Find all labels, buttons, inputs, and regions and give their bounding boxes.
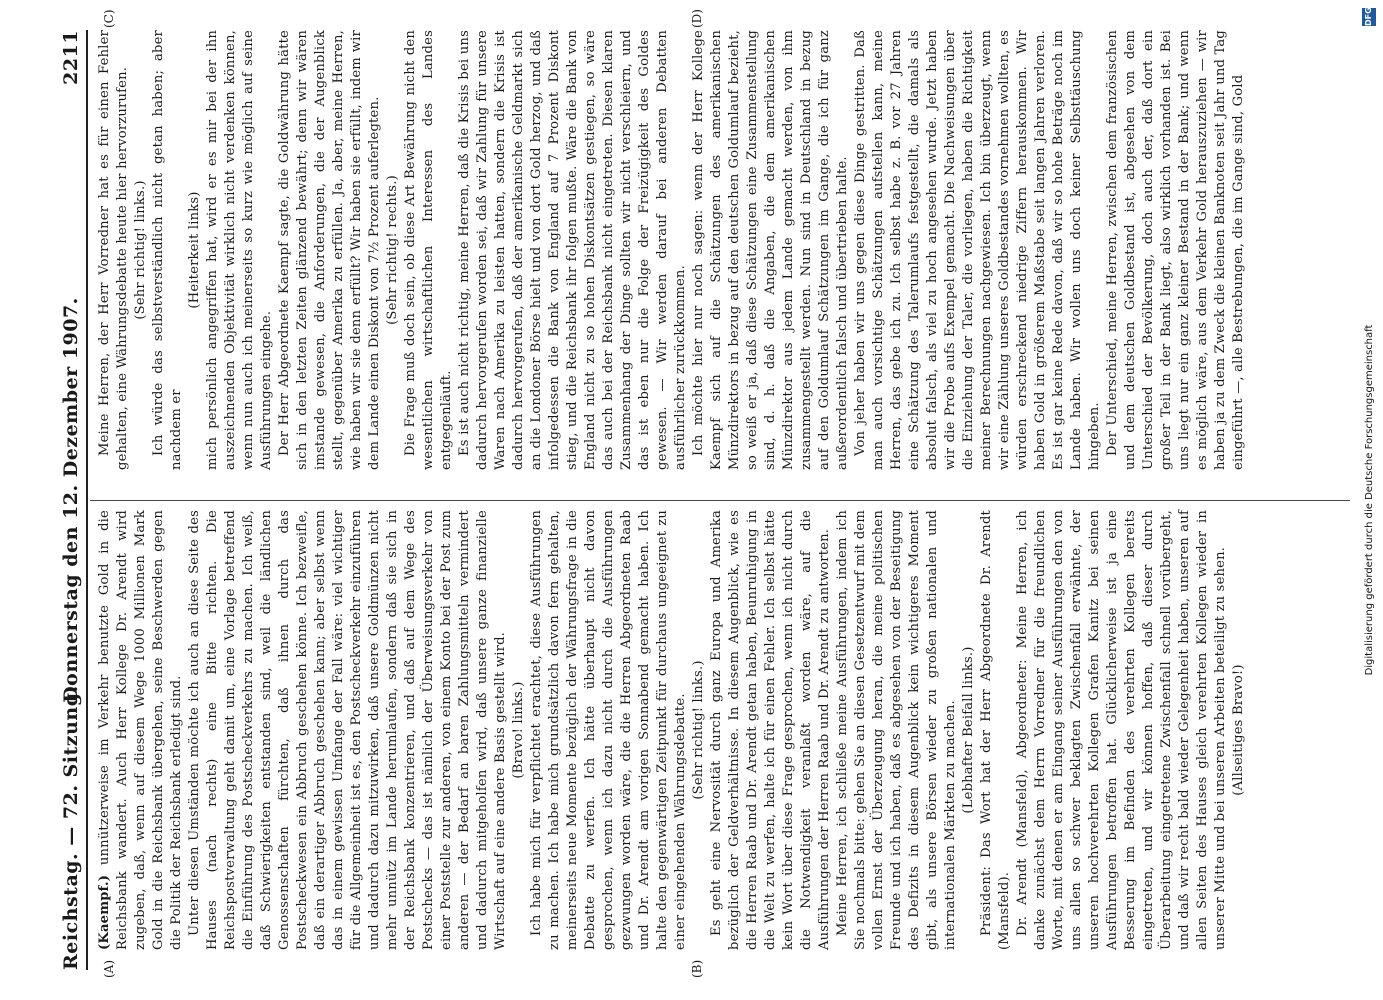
paragraph: Meine Herren, der Herr Vorredner hat es für einen Fehler gehalten, eine Währungsdebatte heute hier hervorzurufen. [97,30,130,470]
interjection: (Sehr richtig! rechts.) [385,175,400,325]
digitization-notice: Digitalisierung gefördert durch die Deutsche Forschungsgemeinschaft [1364,324,1375,676]
left-column [96,510,1248,950]
paragraph: unnützerweise im Verkehr benutzte Gold in die Reichsbank wandert. Auch Herr Kollege Dr. Arendt wird zugeben, daß, wenn auf diesem Wege 1000 Millionen Mark Gold in die Reichsbank übergehen, seine Beschwerden gegen die Politik der Reichsbank erledigt sind. [97,510,184,950]
interjection: (Sehr richtig! links.) [133,180,148,320]
paragraph: Ich würde das selbstverständlich nicht getan haben; aber nachdem er [151,30,184,470]
page-number: 2211 [60,30,82,85]
right-column [96,30,1248,470]
dfg-logo: DFG [1362,8,1376,26]
margin-mark-a: (A) [102,959,116,978]
paragraph: Der Herr Abgeordnete Kaempf sagte, die Goldwährung hätte sich in den letzten Zeiten glänzend bewährt; denn wir wären imstande gewesen, die Anforderungen, die der Augenblick stellt, gegenüber Amerika zu erfüllen. Ja, aber, meine Herren, wie haben wir sie denn erfüllt? Wir haben sie erfüllt, indem wir dem Lande einen Diskont von 7½ Prozent auferlegten. [277,30,382,470]
margin-mark-c: (C) [102,9,116,28]
header-date: Donnerstag den 12. Dezember 1907. [60,297,82,703]
paragraph: Präsident: Das Wort hat der Herr Abgeordnete Dr. Arendt (Mansfeld). [979,510,1012,950]
interjection: (Bravo! links.) [511,681,526,779]
speaker-tag: (Kaempf.) [97,874,112,950]
paragraph: Unter diesen Umständen möchte ich auch an diese Seite des Hauses (nach rechts) eine Bitte richten. Die Reichspostverwaltung geht damit um, eine Vorlage betreffend die Einführung des Postscheckverkehrs zu machen. Ich weiß, daß Schwierigkeiten entstanden sind, weil die ländlichen Genossenschaften fürchten, daß ihnen durch das Postscheckwesen ein Abbruch geschehen könne. Ich bezweifle, daß ein derartiger Abbruch geschehen kann; aber selbst wenn das in einem gewissen Umfange der Fall wäre: viel wichtiger für die Allgemeinheit ist es, den Postscheckverkehr einzuführen und dadurch dazu mitzuwirken, daß unsere Goldmünzen nicht mehr unnütz im Lande herumlaufen, sondern daß sie sich in der Reichsbank konzentrieren, und daß auf dem Wege des Postschecks — das ist nämlich der Überweisungsverkehr von einer Poststelle zur anderen, von einem Konto bei der Post zum anderen — der Bedarf an baren Zahlungsmitteln vermindert und dadurch mitgeholfen wird, daß unsere ganze finanzielle Wirtschaft auf eine andere Basis gestellt wird. [187,510,508,950]
paragraph: Meine Herren, ich schließe meine Ausführungen, indem ich Sie nochmals bitte: gehen Sie an diesen Gesetzentwurf mit dem vollen Ernst der Überzeugung heran, die meine politischen Freunde und ich haben, daß es abgesehen von der Beseitigung des Defizits in diesem Augenblick kein wichtigeres Moment gibt, als unsere Börsen wieder zu großen nationalen und internationalen Märkten zu machen. [835,510,958,950]
column-divider [90,500,1350,501]
page-header [52,30,88,970]
interjection: (Allseitiges Bravo!) [1231,664,1246,796]
paragraph: Es geht eine Nervosität durch ganz Europa und Amerika bezüglich der Geldverhältnisse. In diesem Augenblick, wie es die Herren Raab und Dr. Arendt getan haben, Beunruhigung in die Welt zu werfen, halte ich für einen Fehler. Ich selbst hätte kein Wort über diese Frage gesprochen, wenn ich nicht durch die Notwendigkeit veranlaßt worden wäre, auf die Ausführungen der Herren Raab und Dr. Arendt zu antworten. [709,510,832,950]
paragraph: Ich habe mich für verpflichtet erachtet, diese Ausführungen zu machen. Ich habe mich grundsätzlich davon fern gehalten, meinerseits neue Momente bezüglich der Währungsfrage in die Debatte zu werfen. Ich hätte überhaupt nicht davon gesprochen, wenn ich dazu nicht durch die Ausführungen gezwungen worden wäre, die die Herren Abgeordneten Raab und Dr. Arendt am vorigen Sonnabend gemacht haben. Ich halte den gegenwärtigen Zeitpunkt für durchaus ungeeignet zu einer eingehenden Währungsdebatte. [529,510,688,950]
interjection: (Heiterkeit links) [187,191,202,309]
paragraph: Es ist auch nicht richtig, meine Herren, daß die Krisis bei uns dadurch hervorgerufen worden sei, daß wir Zahlung für unsere Waren nach Amerika zu leisten hatten, sondern die Krisis ist dadurch hervorgerufen, daß der amerikanische Geldmarkt sich an die Londoner Börse hielt und von dort Gold herzog, und daß infolgedessen die Bank von England auf 7 Prozent Diskont stieg, und die Reichsbank ihr folgen mußte. Wäre die Bank von England nicht zu so hohen Diskontsätzen gestiegen, so wäre das auch bei der Reichsbank nicht eingetreten. Diesen klaren Zusammenhang der Dinge sollten wir nicht verschleiern, und das ist eben nur die Folge der Freizügigkeit des Goldes gewesen. — Wir werden darauf bei anderen Debatten ausführlicher zurückkommen. [457,30,688,470]
paragraph: Dr. Arendt (Mansfeld), Abgeordneter: Meine Herren, ich danke zunächst dem Herrn Vorredner für die freundlichen Worte, mit denen er am Eingang seiner Ausführungen den von uns allen so schwer beklagten Zwischenfall erwähnte, der unseren hochverehrten Kollegen Grafen Kanitz bei seinen Ausführungen betroffen hat. Glücklicherweise ist ja eine Besserung im Befinden des verehrten Kollegen bereits eingetreten, und wir können hoffen, daß dieser durch Überarbeitung eingetretene Zwischenfall schnell vorübergeht, und daß wir recht bald wieder Gelegenheit haben, unseren auf allen Seiten des Hauses gleich verehrten Kollegen wieder in unserer Mitte und bei unseren Arbeiten beteiligt zu sehen. [1015,510,1228,950]
paragraph: Von jeher haben wir uns gegen diese Dinge gestritten. Daß man auch vorsichtige Schätzungen aufstellen kann, meine Herren, das gebe ich zu. Ich selbst habe z. B. vor 27 Jahren eine Schätzung des Talerumlaufs festgestellt, die damals als absolut falsch, als viel zu hoch angesehen wurde. Jetzt haben wir die Probe aufs Exempel gemacht. Die Nachweisungen über die Einziehung der Taler, die vorliegen, haben die Richtigkeit meiner Berechnungen nachgewiesen. Ich bin überzeugt, wenn wir eine Zählung unseres Goldbestandes vornehmen wollten, es würden erschreckend niedrige Ziffern herauskommen. Wir haben Gold in größerem Maßstabe seit langen Jahren verloren. Es ist gar keine Rede davon, daß wir so hohe Beträge noch im Lande haben. Wir wollen uns doch keiner Selbsttäuschung hingeben. [853,30,1102,470]
margin-mark-d: (D) [690,9,704,28]
interjection: (Lebhafter Beifall links.) [961,646,976,814]
interjection: (Sehr richtig! links.) [691,660,706,800]
header-session: Reichstag. — 72. Sitzung. [60,685,82,970]
paragraph: Ich möchte hier nur noch sagen: wenn der Herr Kollege Kaempf sich auf die Schätzungen des amerikanischen Münzdirektors in bezug auf den deutschen Goldumlauf bezieht, so weiß er ja, daß diese Schätzungen eine Zusammenstellung sind, d. h. daß die Angaben, die dem amerikanischen Münzdirektor aus jedem Lande gemacht werden, von ihm zusammengestellt werden. Nun sind in Deutschland in bezug auf den Goldumlauf Schätzungen im Gange, die ich für ganz außerordentlich falsch und übertrieben halte. [691,30,850,470]
paragraph: Die Frage muß doch sein, ob diese Art Bewährung nicht den wesentlichen wirtschaftlichen Interessen des Landes entgegenläuft. [403,30,454,470]
paragraph: Der Unterschied, meine Herren, zwischen dem französischen und dem deutschen Goldbestand ist, abgesehen von dem Unterschied der Bevölkerung, doch auch der, daß dort ein großer Teil in der Bank liegt, also wirklich vorhanden ist. Bei uns liegt nur ein ganz kleiner Bestand in der Bank; und wenn es möglich wäre, aus dem Verkehr Gold herauszuziehen — wir haben ja zu dem Zweck die kleinen Banknoten seit Jahr und Tag eingeführt —, alle Bestrebungen, die im Gange sind, Gold [1105,30,1246,470]
paragraph: mich persönlich angegriffen hat, wird er es mir bei der ihn auszeichnenden Objektivität wirklich nicht verdenken können, wenn nun auch ich meinerseits so kurz wie möglich auf seine Ausführungen eingehe. [205,30,274,470]
margin-mark-b: (B) [690,959,704,978]
